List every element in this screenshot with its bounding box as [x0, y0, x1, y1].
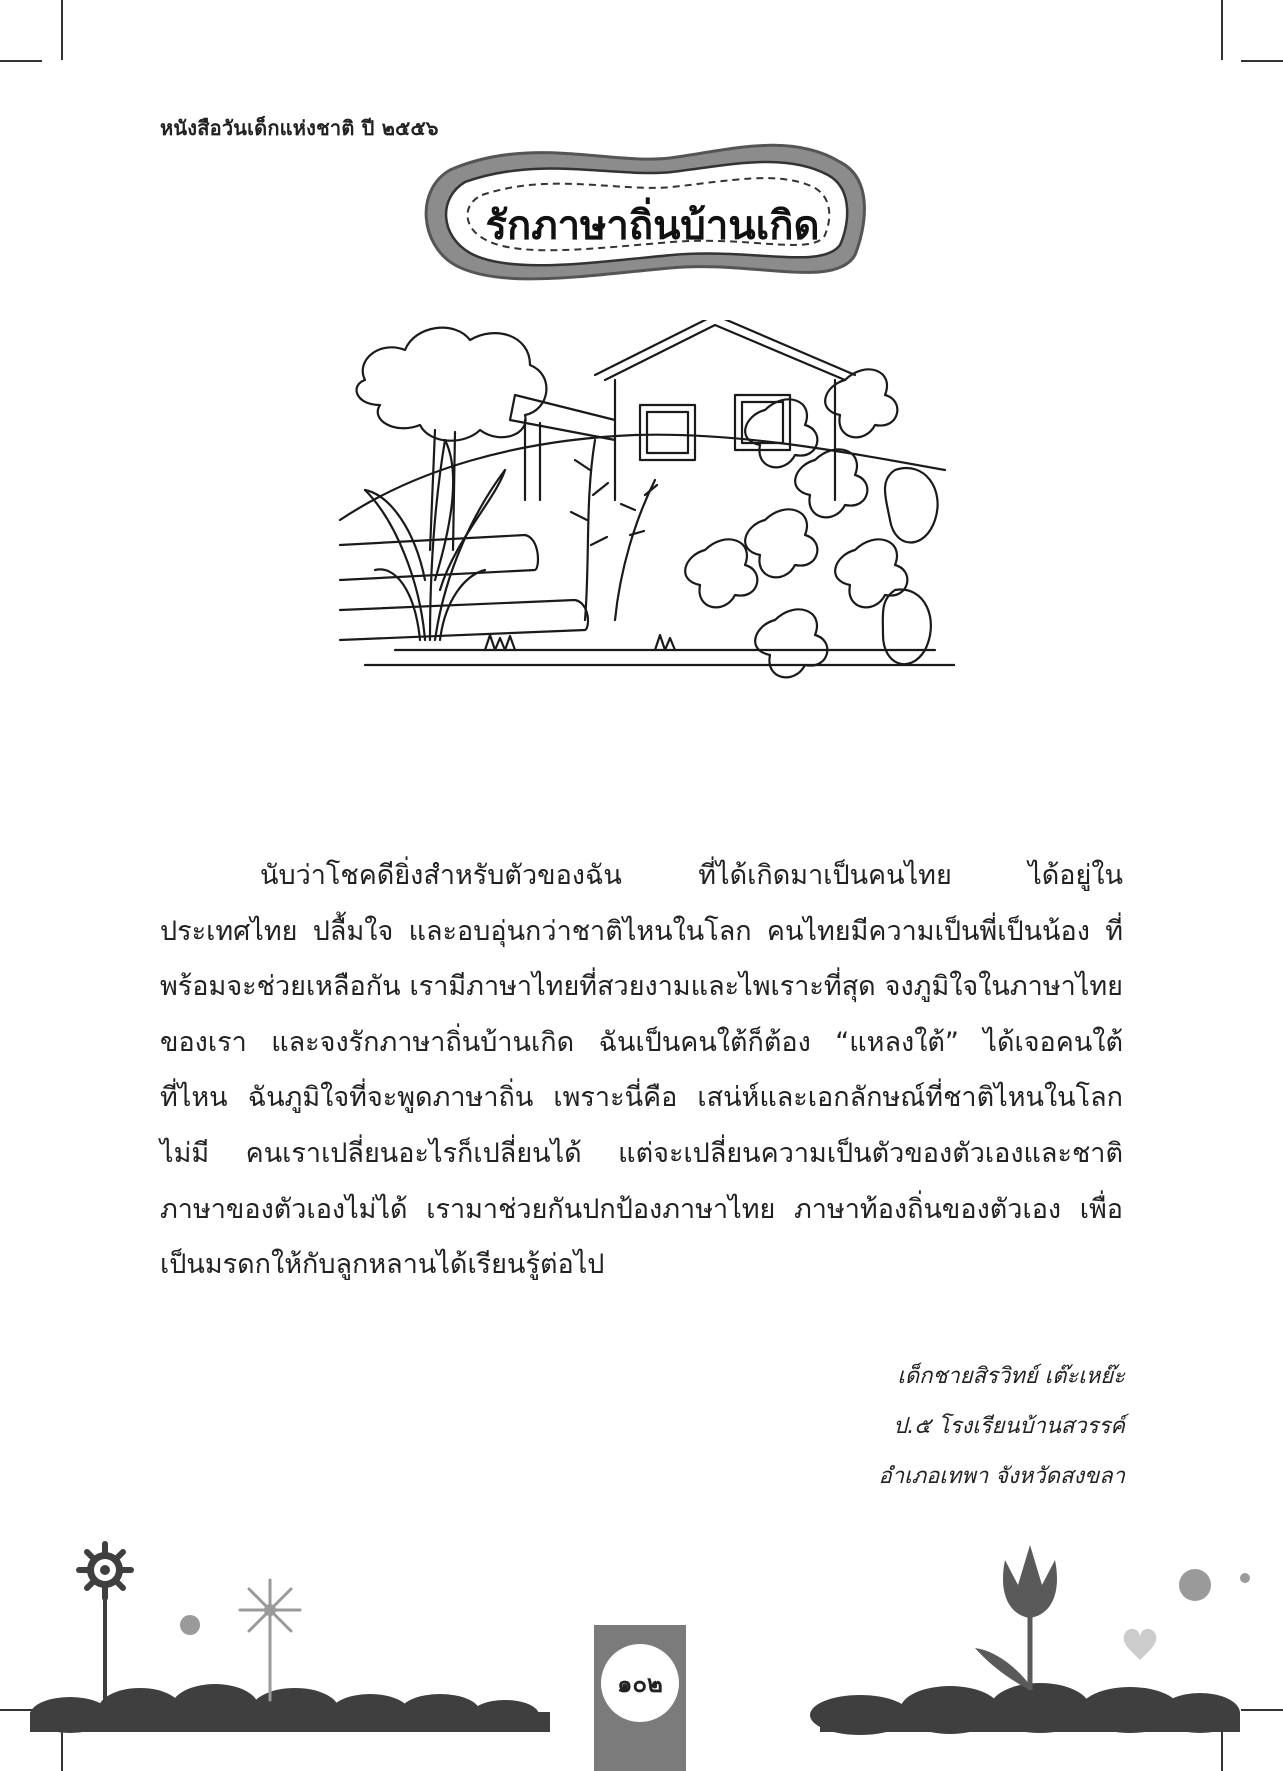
author-district: อำเภอเทพา จังหวัดสงขลา [878, 1464, 1125, 1489]
crop-mark-tr-v [1221, 0, 1223, 60]
body-paragraph: นับว่าโชคดียิ่งสำหรับตัวของฉัน ที่ได้เกิดมาเป็นคนไทย ได้อยู่ในประเทศไทย ปลื้มใจ และอบอุ่นกว่าชาติไหนในโลก คนไทยมีความเป็นพี่เป็นน้อง ที่พร้อมจะช่วยเหลือกัน เรามีภาษาไทยที่สวยงามและไพเราะที่สุด จงภูมิใจในภาษาไทยของเรา และจงรักภาษาถิ่นบ้านเกิด ฉันเป็นคนใต้ก็ต้อง “แหลงใต้” ได้เจอคนใต้ที่ไหน ฉันภูมิใจที่จะพูดภาษาถิ่น เพราะนี่คือ เสน่ห์และเอกลักษณ์ที่ชาติไหนในโลกไม่มี คนเราเปลี่ยนอะไรก็เปลี่ยนได้ แต่จะเปลี่ยนความเป็นตัวของตัวเองและชาติภาษาของตัวเองไม่ได้ เรามาช่วยกันปกป้องภาษาไทย ภาษาท้องถิ่นของตัวเอง เพื่อเป็นมรดกให้กับลูกหลานได้เรียนรู้ต่อไป [160, 860, 1123, 1281]
crop-mark-tl-v [61, 0, 63, 60]
page-title: รักภาษาถิ่นบ้านเกิด [485, 202, 820, 249]
daisy-icon [240, 1580, 300, 1700]
sunflower-icon [79, 1544, 131, 1700]
crop-mark-tr-h [1241, 60, 1283, 62]
author-name: เด็กชายสิรวิทย์ เต๊ะเหย๊ะ [897, 1364, 1125, 1389]
running-header: หนังสือวันเด็กแห่งชาติ ปี ๒๕๕๖ [160, 116, 439, 140]
crop-mark-tl-h [0, 60, 42, 62]
body-text [160, 848, 1123, 1293]
author-school: ป.๕ โรงเรียนบ้านสวรรค์ [893, 1414, 1125, 1439]
page-number: ๑๐๒ [601, 1644, 679, 1722]
tulip-icon [975, 1545, 1057, 1690]
house-garden-illustration [335, 320, 955, 720]
author-byline [879, 1352, 1126, 1502]
